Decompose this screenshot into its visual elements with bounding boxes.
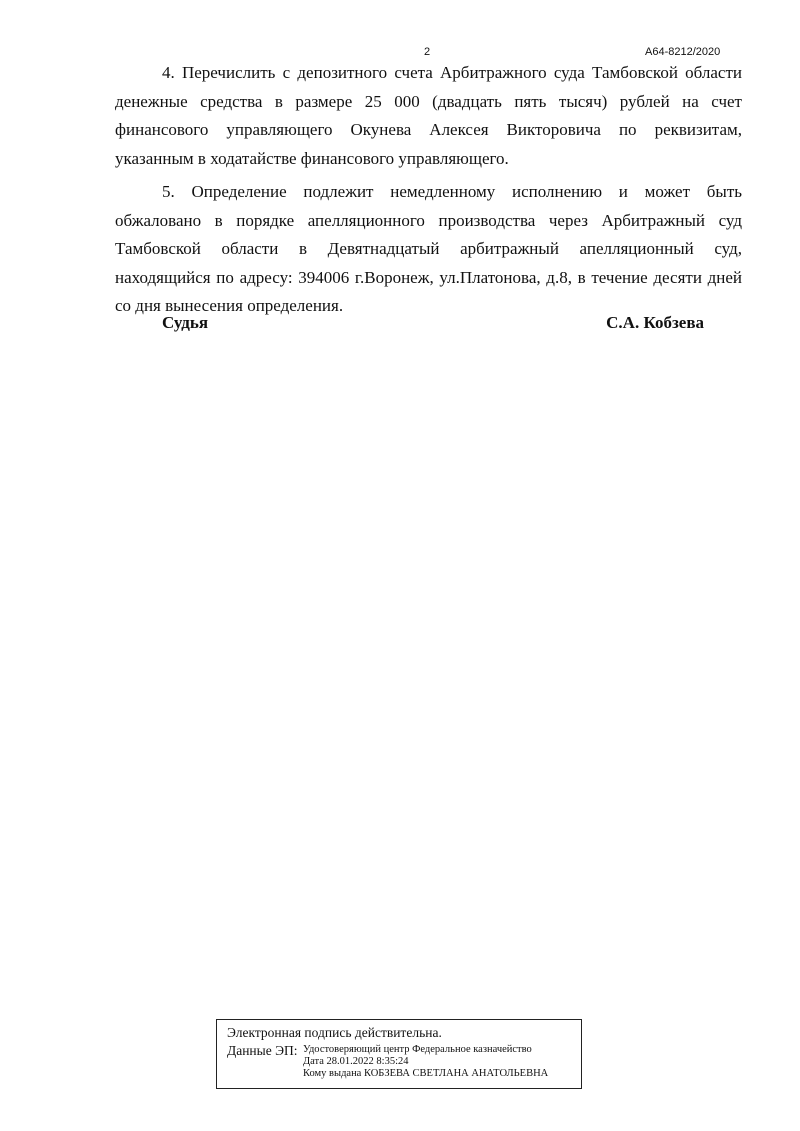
paragraph-5: 5. Определение подлежит немедленному исполнению и может быть обжаловано в порядке апелляционного производства через Арбитражный суд Тамбовской области в Девятнадцатый арбитражный апелляционный суд, находящийся по адресу: 394006 г.Воронеж, ул.Платонова, д.8, в течение десяти дней со дня вынесения определения.	[115, 182, 742, 315]
case-number: А64-8212/2020	[645, 46, 721, 58]
e-signature-status: Электронная подпись действительна.	[227, 1025, 442, 1040]
signature-role: Судья	[162, 313, 209, 332]
paragraph-4: 4. Перечислить с депозитного счета Арбитражного суда Тамбовской области денежные средства в размере 25 000 (двадцать пять тысяч) рублей на счет финансового управляющего Окунева Алексея Викторовича по реквизитам, указанным в ходатайстве финансового управляющего.	[115, 63, 742, 168]
e-signature-date: Дата 28.01.2022 8:35:24	[303, 1056, 409, 1067]
e-signature-details	[303, 1044, 548, 1080]
document-body	[115, 59, 742, 326]
e-signature-data	[227, 1044, 571, 1080]
signature-name: С.А. Кобзева	[606, 313, 704, 332]
signature-block	[162, 313, 704, 333]
e-signature-data-label: Данные ЭП:	[227, 1043, 298, 1058]
e-signature-issuer: Удостоверяющий центр Федеральное казначейство	[303, 1044, 532, 1055]
e-signature-issued-to: Кому выдана КОБЗЕВА СВЕТЛАНА АНАТОЛЬЕВНА	[303, 1068, 549, 1079]
e-signature-stamp	[216, 1019, 582, 1089]
page-number: 2	[424, 46, 431, 58]
